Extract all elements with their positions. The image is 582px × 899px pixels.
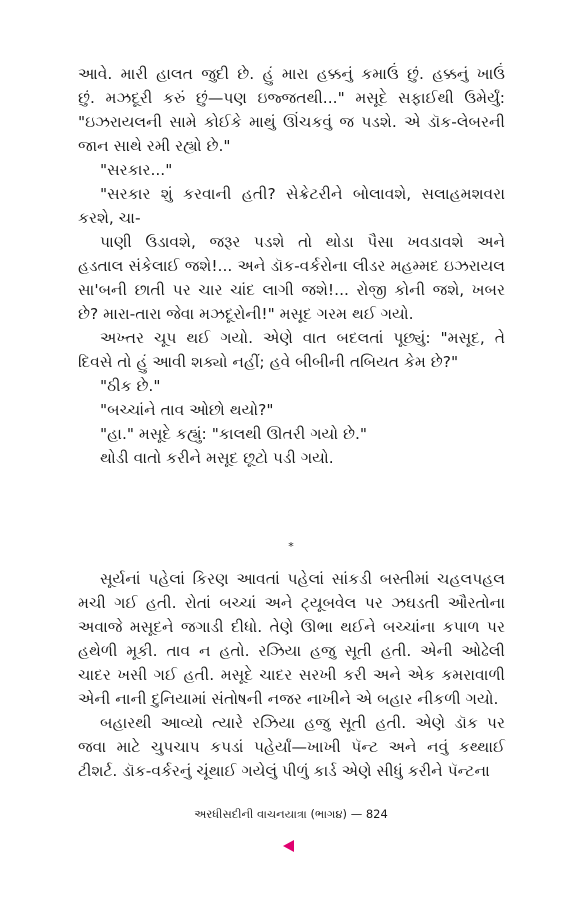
section-separator: * [288, 540, 294, 553]
text-line: કરશે, ચા- [78, 209, 141, 227]
text-line: "હા." મસૂદે કહ્યું: "કાલથી ઊતરી ગયો છે." [100, 425, 368, 443]
text-line: થોડી વાતો કરીને મસૂદ છૂટો પડી ગયો. [100, 449, 334, 467]
paragraph [78, 230, 505, 326]
text-line: દિવસે તો હું આવી શક્યો નહીં; હવે બીબીની તબિયત કેમ છે?" [78, 353, 459, 371]
text-line: અખ્તર ચૂપ થઈ ગયો. એણે વાત બદલતાં પૂછ્યું: "મસૂદ, તે [100, 329, 505, 347]
text-line: પાણી ઉડાવશે, જરૂર પડશે તો થોડા પૈસા ખવડાવશે અને [100, 233, 505, 251]
text-line: આવે. મારી હાલત જુદી છે. હું મારા હક્કનું કમાઉં છું. હક્કનું ખાઉં [78, 65, 505, 83]
text-line: "બચ્ચાંને તાવ ઓછો થયો?" [100, 401, 274, 419]
paragraph [78, 374, 505, 398]
paragraph [78, 326, 505, 374]
text-line: છું. મઝદૂરી કરું છું—પણ ઇજ્જતથી..." મસૂદે સફાઈથી ઉમેર્યું: [78, 89, 505, 107]
text-line: સા'બની છાતી પર ચાર ચાંદ લાગી જશે!... રોજી કોની જશે, ખબર [78, 281, 505, 299]
text-line: અવાજે મસૂદને જગાડી દીધો. તેણે ઊભા થઈને બચ્ચાંના કપાળ પર [78, 618, 505, 636]
main-text-part-2 [78, 567, 505, 783]
paragraph [78, 398, 505, 422]
text-line: હથેળી મૂકી. તાવ ન હતો. રઝિયા હજુ સૂતી હતી. એની ઓઢેલી [78, 642, 505, 660]
paragraph [78, 446, 505, 470]
text-line: બહારથી આવ્યો ત્યારે રઝિયા હજુ સૂતી હતી. એણે ડૉક પર [100, 714, 505, 732]
paragraph [78, 422, 505, 446]
page-number: 824 [365, 807, 388, 821]
paragraph [78, 567, 505, 711]
book-title: અરધીસદીની વાચનયાત્રા (ભાગ૪) [194, 807, 348, 821]
text-line: મચી ગઈ હતી. રોતાં બચ્ચાં અને ટ્યૂબવેલ પર ઝઘડતી ઔરતોના [78, 594, 505, 612]
text-line: છે? મારા-તારા જેવા મઝદૂરોની!" મસૂદ ગરમ થઈ ગયો. [78, 305, 414, 323]
paragraph [78, 62, 505, 158]
text-line: "સરકાર શું કરવાની હતી? સેક્રેટરીને બોલાવશે, સલાહમશવરા [100, 185, 505, 203]
previous-page-arrow-icon[interactable] [283, 840, 294, 852]
text-line: "ઠીક છે." [100, 377, 161, 395]
paragraph [78, 158, 505, 182]
text-line: "ઇઝરાયલની સામે કોઈકે માથું ઊંચકવું જ પડશે. એ ડૉક-લેબરની [78, 113, 505, 131]
main-text-part-1 [78, 62, 505, 470]
paragraph [78, 182, 505, 230]
text-line: હડતાલ સંકેલાઈ જશે!... અને ડૉક-વર્કરોના લીડર મહમ્મદ ઇઝરાયલ [78, 257, 505, 275]
page-footer [0, 806, 582, 822]
text-line: સૂર્યનાં પહેલાં કિરણ આવતાં પહેલાં સાંકડી બસ્તીમાં ચહલપહલ [100, 570, 505, 588]
paragraph [78, 711, 505, 783]
text-line: જવા માટે ચુપચાપ કપડાં પહેર્યાં—ખાખી પૅન્ટ અને નવું કથ્થાઈ [78, 738, 505, 756]
text-line: ટીશર્ટ. ડૉક-વર્કરનું ચૂંથાઈ ગયેલું પીળું કાર્ડ એણે સીધું કરીને પૅન્ટના [78, 762, 490, 780]
text-line: જાન સાથે રમી રહ્યો છે." [78, 137, 231, 155]
text-line: "સરકાર..." [100, 161, 173, 179]
footer-dash: — [350, 807, 363, 821]
text-line: એની નાની દુનિયામાં સંતોષની નજર નાખીને એ બહાર નીકળી ગયો. [78, 690, 499, 708]
text-line: ચાદર ખસી ગઈ હતી. મસૂદે ચાદર સરખી કરી અને એક કમરાવાળી [78, 666, 505, 684]
